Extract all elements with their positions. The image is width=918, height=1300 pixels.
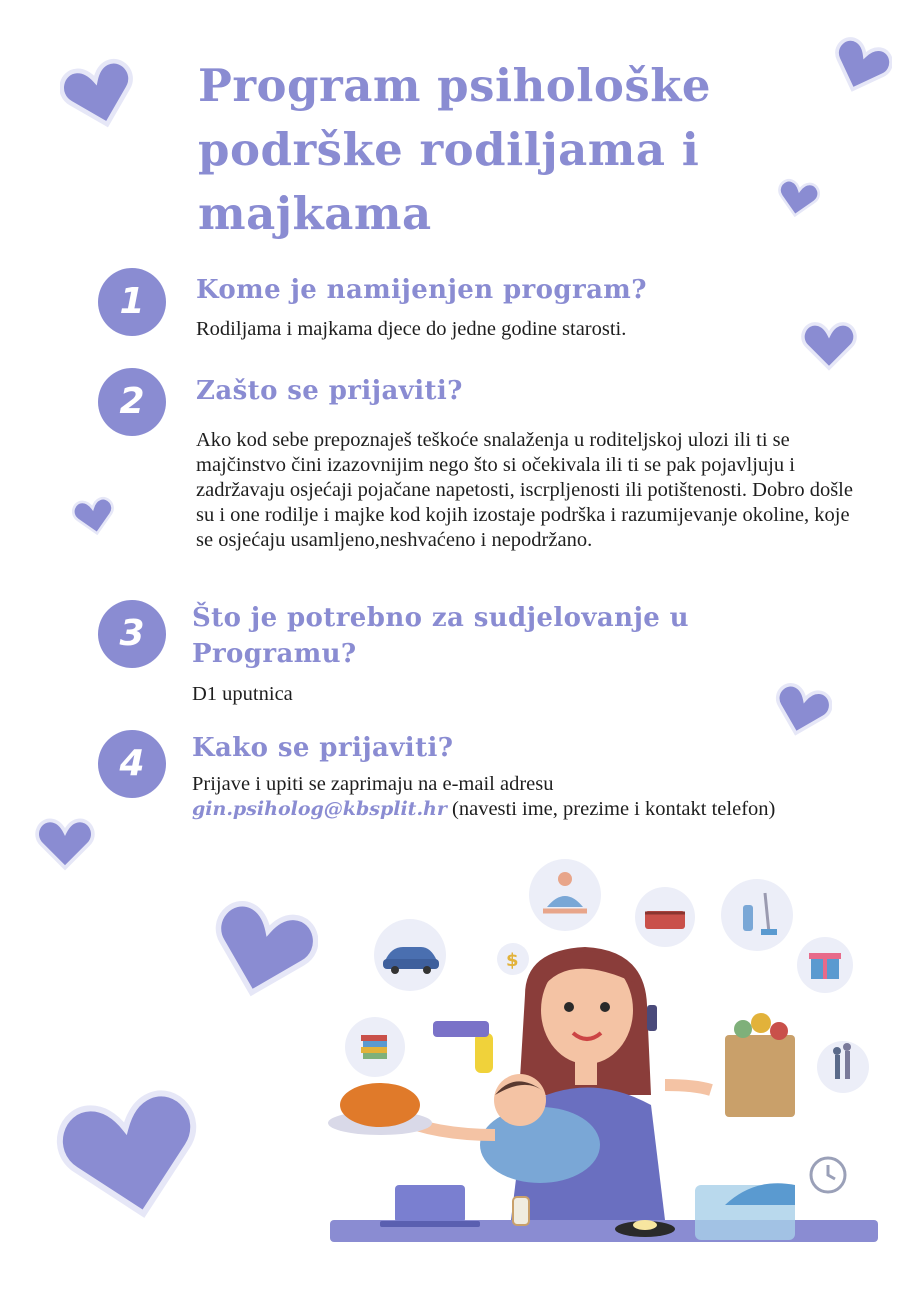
answer-prefix: Prijave i upiti se zaprimaju na e-mail adresu <box>192 773 554 795</box>
cleaning-icon <box>721 879 793 951</box>
section-question-4: Kako se prijaviti? <box>192 733 454 763</box>
car-icon <box>374 919 446 991</box>
dollar-icon <box>497 943 529 975</box>
heart-icon <box>34 812 96 874</box>
step-number-1: 1 <box>98 268 166 336</box>
couple-icon <box>817 1041 869 1093</box>
yoga-icon <box>529 859 601 931</box>
heart-icon <box>830 35 892 97</box>
section-answer-2: Ako kod sebe prepoznaješ teškoće snalaženja u roditeljskoj ulozi ili ti se majčinstvo čini izazovnijim nego što si očekivala ili ti se pak pojavljuju i zadržavaju osjećaji pojačane napetosti, iscrpljenosti ili potištenosti. Dobro došle su i one rodilje i majke kod kojih izostaje podrška i razumijevanje okoline, koje se osjećaju usamljeno,neshvaćeno i nepodržano. <box>196 429 853 551</box>
heart-icon <box>60 55 138 133</box>
mother-illustration <box>195 855 895 1275</box>
heart-icon <box>56 1080 206 1230</box>
gift-icon <box>797 937 853 993</box>
answer-suffix: (navesti ime, prezime i kontakt telefon) <box>452 798 776 820</box>
basket-icon <box>635 887 695 947</box>
step-number-4: 4 <box>98 730 166 798</box>
books-icon <box>345 1017 405 1077</box>
step-number-2: 2 <box>98 368 166 436</box>
alarm-clock-icon <box>811 1158 845 1192</box>
dollar-symbol: $ <box>506 950 519 971</box>
section-answer-3: D1 uputnica <box>192 683 293 705</box>
page-title: Program psihološke podrške rodiljama i majkama <box>198 59 712 240</box>
section-question-1: Kome je namijenjen program? <box>196 275 647 305</box>
email-link[interactable]: gin.psiholog@kbsplit.hr <box>192 798 447 820</box>
heart-icon <box>72 494 116 538</box>
section-question-2: Zašto se prijaviti? <box>196 376 463 406</box>
section-answer-1: Rodiljama i majkama djece do jedne godine starosti. <box>196 318 627 340</box>
section-answer-4 <box>192 772 822 822</box>
step-number-3: 3 <box>98 600 166 668</box>
section-question-3: Što je potrebno za sudjelovanje u Programu? <box>192 603 689 669</box>
